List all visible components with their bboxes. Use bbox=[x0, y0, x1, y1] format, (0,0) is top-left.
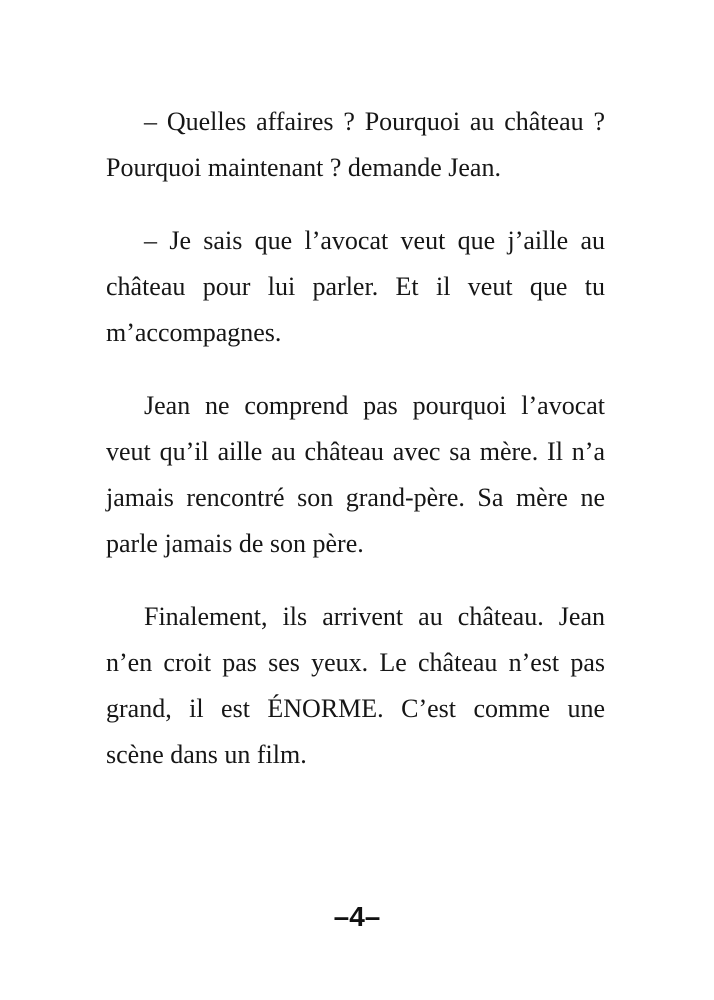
paragraph bbox=[106, 594, 605, 778]
text-line: grand, il est ÉNORME. C’est comme une bbox=[106, 694, 605, 723]
paragraph bbox=[106, 99, 605, 191]
text-line: m’accompagnes. bbox=[106, 318, 282, 347]
text-line: veut qu’il aille au château avec sa mère. Il n’a bbox=[106, 437, 605, 466]
page-footer bbox=[0, 903, 714, 931]
text-block bbox=[106, 99, 605, 805]
text-line: Jean ne comprend pas pourquoi l’avocat bbox=[144, 391, 605, 420]
text-line: Finalement, ils arrivent au château. Jean bbox=[144, 602, 605, 631]
text-line: château pour lui parler. Et il veut que tu bbox=[106, 272, 605, 301]
text-line: n’en croit pas ses yeux. Le château n’est pas bbox=[106, 648, 605, 677]
text-line: scène dans un film. bbox=[106, 740, 307, 769]
paragraph bbox=[106, 383, 605, 567]
page-number: –4– bbox=[333, 901, 381, 932]
paragraph bbox=[106, 218, 605, 356]
text-line: Pourquoi maintenant ? demande Jean. bbox=[106, 153, 501, 182]
text-line: jamais rencontré son grand-père. Sa mère ne bbox=[106, 483, 605, 512]
text-line: parle jamais de son père. bbox=[106, 529, 364, 558]
text-line: – Je sais que l’avocat veut que j’aille au bbox=[144, 226, 605, 255]
text-line: – Quelles affaires ? Pourquoi au château ? bbox=[144, 107, 605, 136]
